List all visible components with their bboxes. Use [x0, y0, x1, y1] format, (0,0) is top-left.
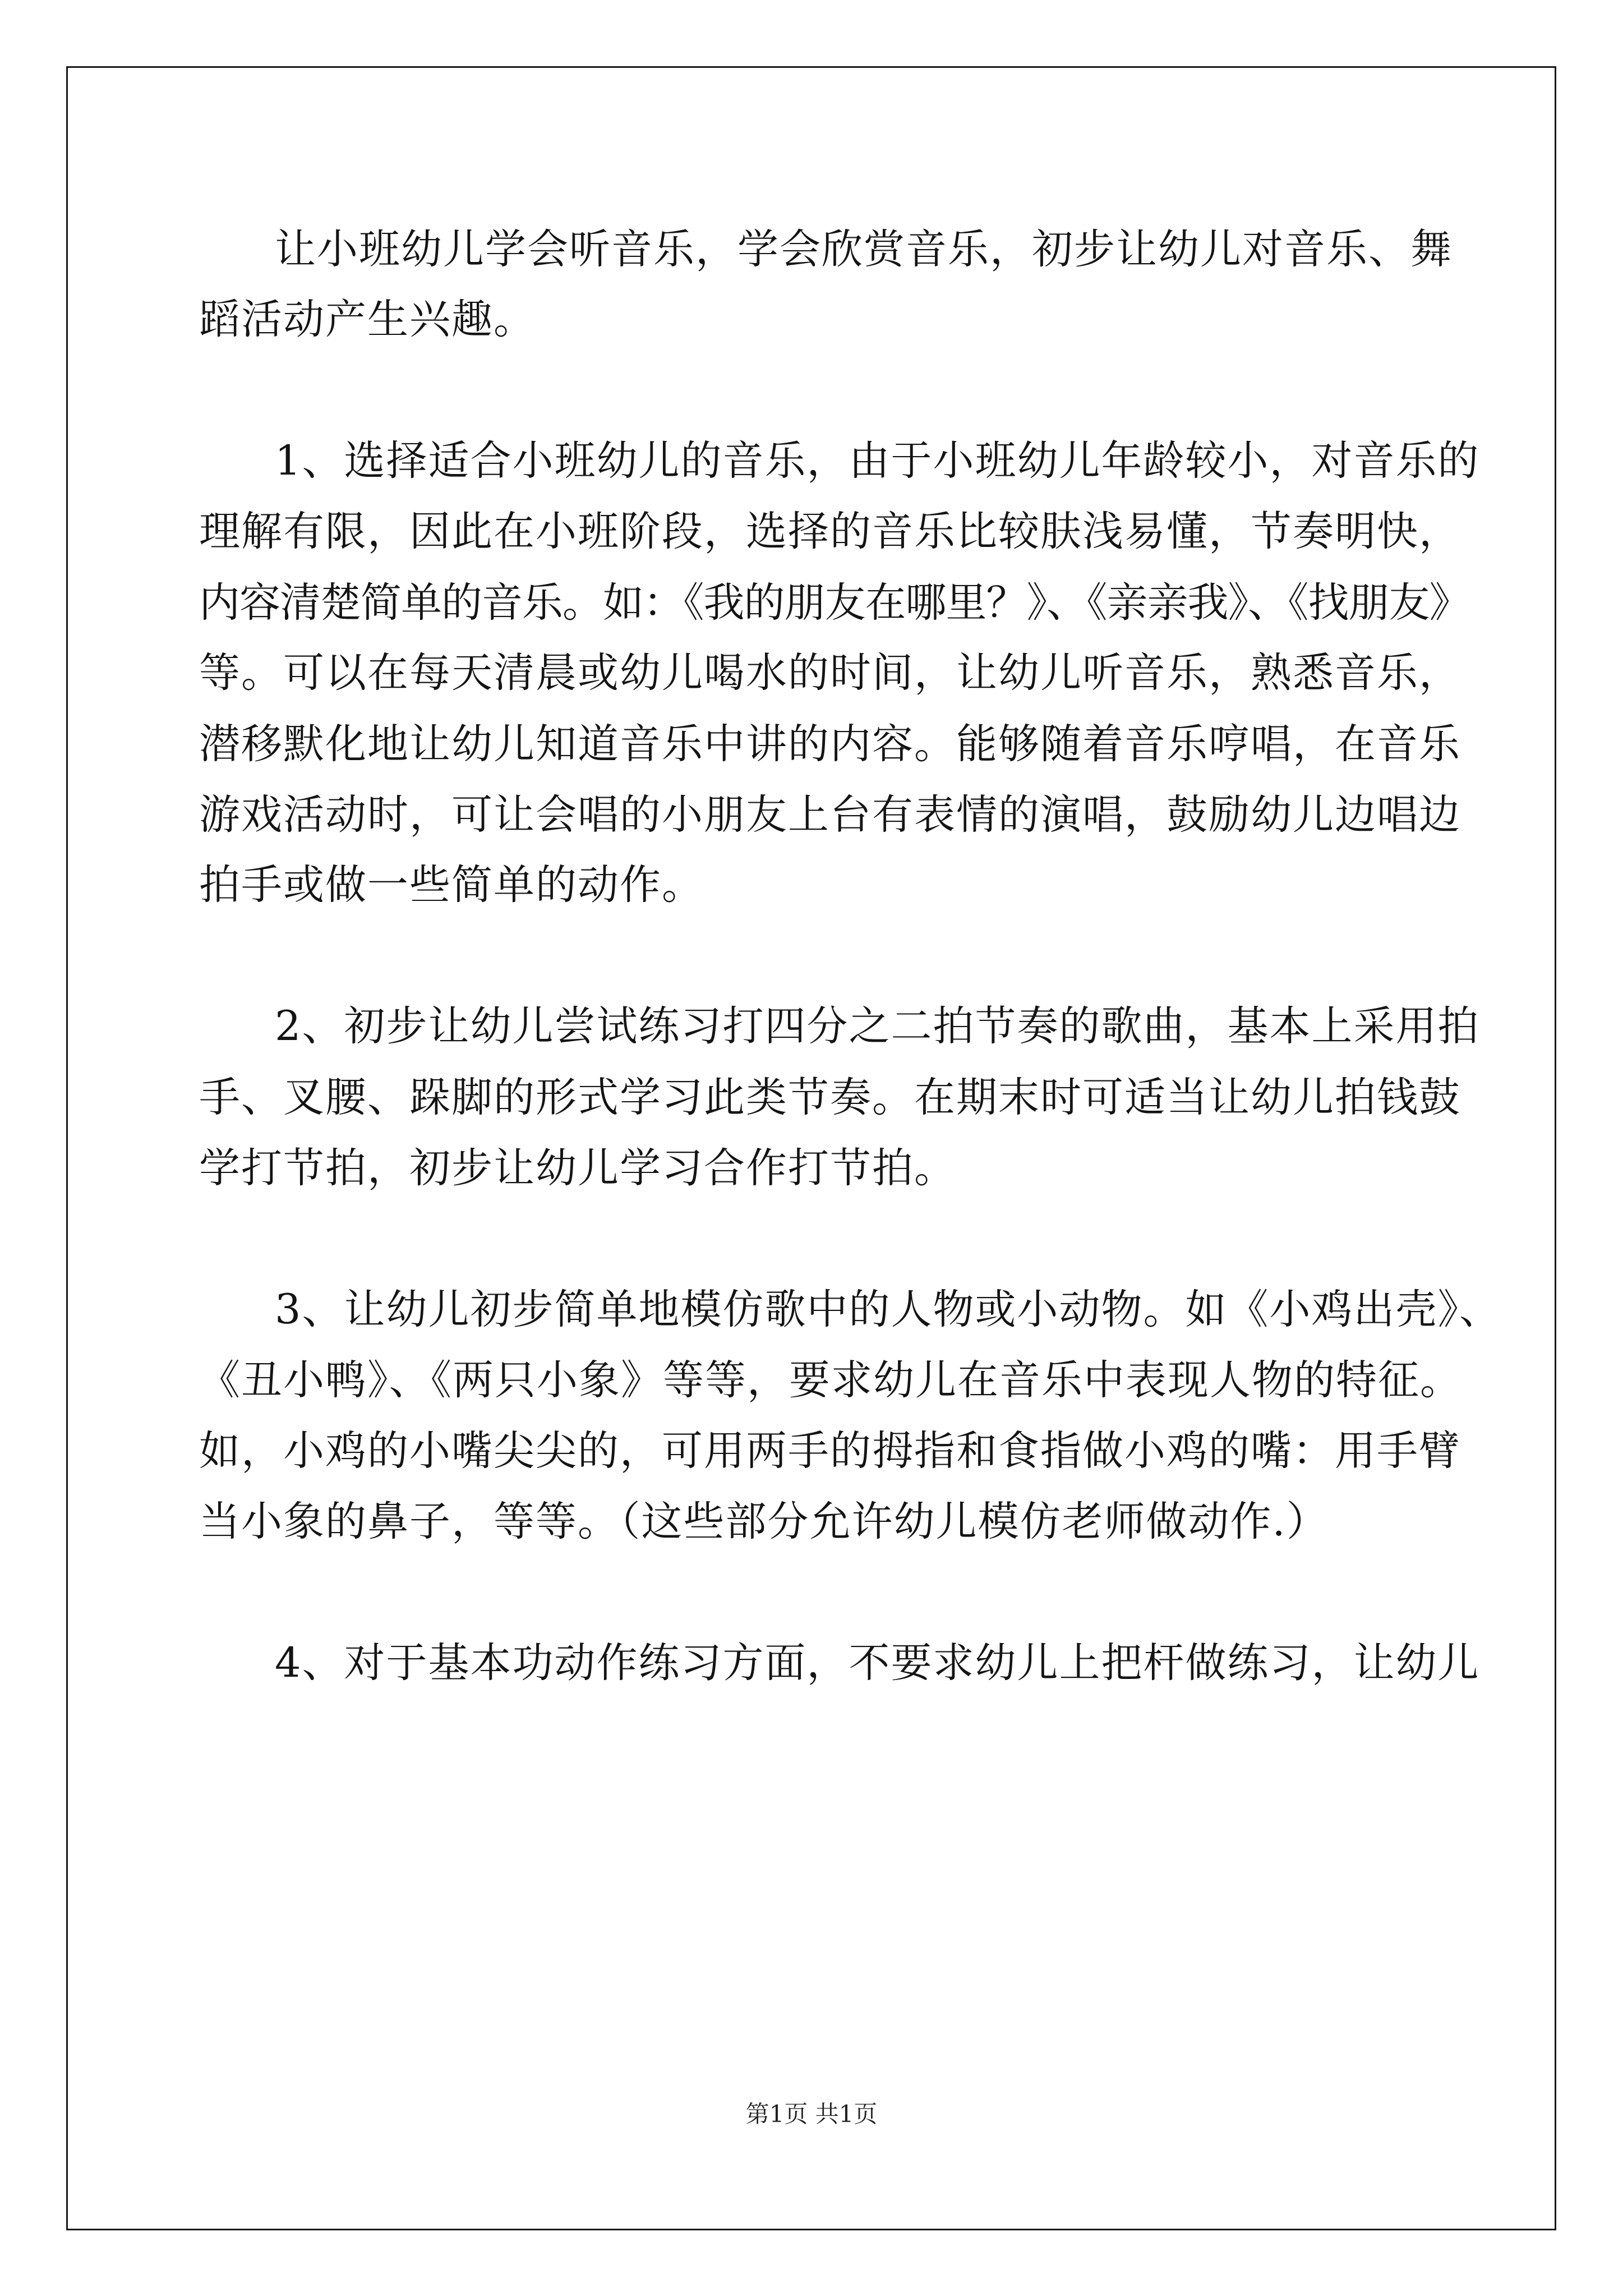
text-line: 《丑小鸭》、《两只小象》等等，要求幼儿在音乐中表现人物的特征。 — [199, 1356, 1462, 1404]
text-line: 潜移默化地让幼儿知道音乐中讲的内容。能够随着音乐哼唱，在音乐 — [199, 720, 1461, 768]
page-number-footer: 第1页 共1页 — [745, 2100, 878, 2128]
text-line: 1、选择适合小班幼儿的音乐，由于小班幼儿年龄较小，对音乐的 — [275, 437, 1480, 485]
text-line: 拍手或做一些简单的动作。 — [199, 861, 704, 909]
text-line: 游戏活动时，可让会唱的小朋友上台有表情的演唱，鼓励幼儿边唱边 — [199, 791, 1461, 839]
text-line: 当小象的鼻子，等等。（这些部分允许幼儿模仿老师做动作.） — [199, 1498, 1329, 1545]
text-line: 学打节拍，初步让幼儿学习合作打节拍。 — [199, 1144, 956, 1192]
text-line: 如，小鸡的小嘴尖尖的，可用两手的拇指和食指做小鸡的嘴：用手臂 — [199, 1427, 1461, 1475]
text-line: 让小班幼儿学会听音乐，学会欣赏音乐，初步让幼儿对音乐、舞 — [275, 226, 1453, 273]
text-line: 手、叉腰、跺脚的形式学习此类节奏。在期末时可适当让幼儿拍钱鼓 — [199, 1074, 1461, 1121]
text-line: 理解有限，因此在小班阶段，选择的音乐比较肤浅易懂，节奏明快， — [199, 508, 1461, 555]
text-line: 内容清楚简单的音乐。如：《我的朋友在哪里？》、《亲亲我》、《找朋友》 — [199, 579, 1470, 627]
text-line: 蹈活动产生兴趣。 — [199, 296, 536, 343]
text-line: 4、对于基本功动作练习方面，不要求幼儿上把杆做练习，让幼儿 — [275, 1639, 1480, 1687]
text-line: 等。可以在每天清晨或幼儿喝水的时间，让幼儿听音乐，熟悉音乐， — [199, 649, 1461, 697]
text-line: 2、初步让幼儿尝试练习打四分之二拍节奏的歌曲，基本上采用拍 — [275, 1002, 1480, 1050]
text-line: 3、让幼儿初步简单地模仿歌中的人物或小动物。如《小鸡出壳》、 — [275, 1286, 1501, 1333]
